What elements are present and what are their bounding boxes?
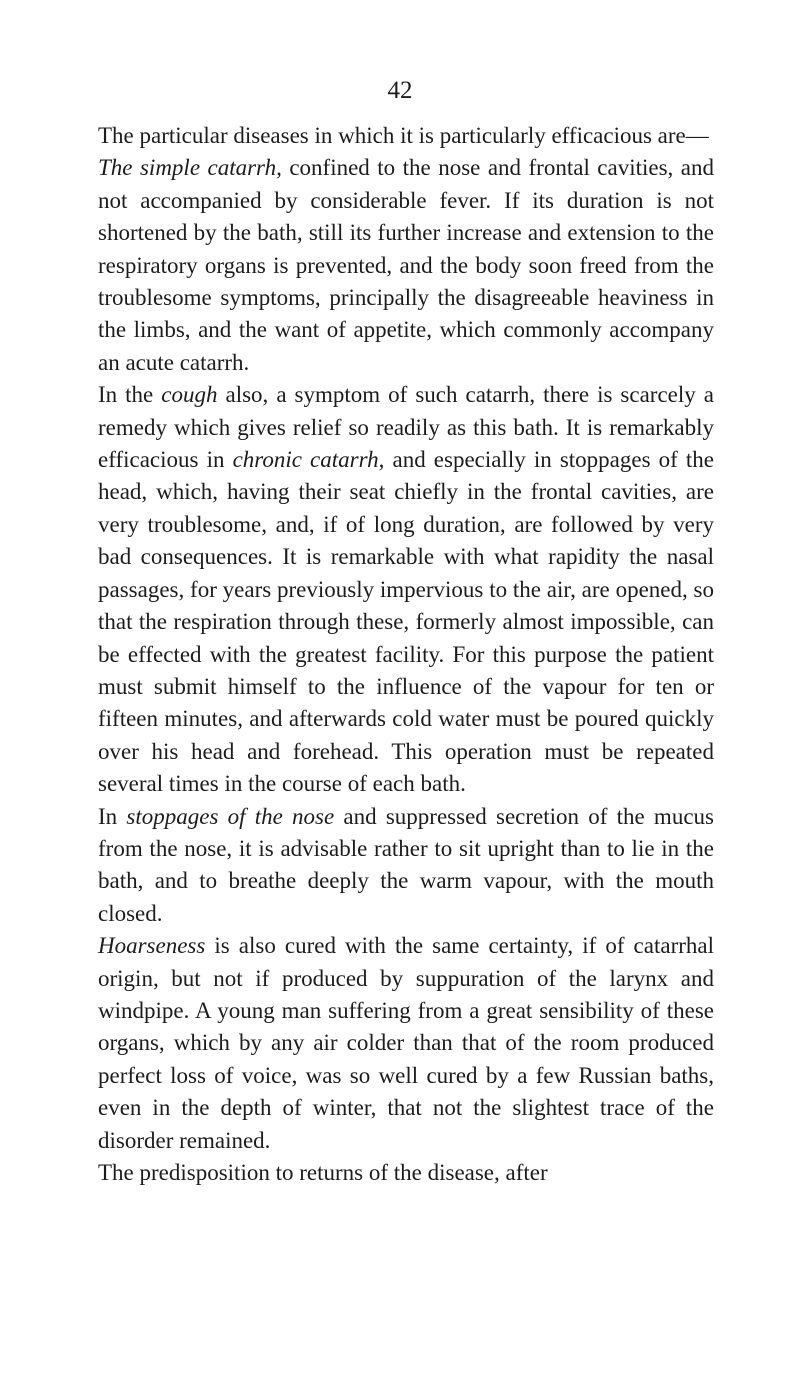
paragraph-cough: In the cough also, a symptom of such catarrh, there is scarcely a remedy which gives relief so readily as this bath. It is remarkably efficacious in chronic catarrh, and especially in stoppages of the head, which, having their seat chiefly in the frontal cavities, are very troublesome, and, if of long duration, are followed by very bad consequences. It is remarkable with what rapidity the nasal passages, for years previously impervious to the air, are opened, so that the respiration through these, formerly almost impossible, can be effected with the greatest facility. For this purpose the patient must submit himself to the influence of the vapour for ten or fifteen minutes, and afterwards cold water must be poured quickly over his head and forehead. This operation must be repeated several times in the course of each bath.	[98, 382, 714, 797]
page-number: 42	[387, 77, 413, 104]
paragraph-intro: The particular diseases in which it is particularly efficacious are—	[98, 123, 709, 148]
italic-term: cough	[161, 382, 218, 408]
italic-term: chronic catarrh,	[232, 447, 385, 473]
italic-term: The simple catarrh,	[98, 155, 282, 181]
body-text	[98, 120, 714, 1189]
paragraph-hoarseness: Hoarseness is also cured with the same certainty, if of catarrhal origin, but not if produced by suppuration of the larynx and windpipe. A young man suffering from a great sensibility of these organs, which by any air colder than that of the room produced perfect loss of voice, was so well cured by a few Russian baths, even in the depth of winter, that not the slightest trace of the disorder remained.	[98, 933, 714, 1153]
paragraph-simple-catarrh: The simple catarrh, confined to the nose and frontal cavities, and not accompanied by considerable fever. If its duration is not shortened by the bath, still its further increase and extension to the respiratory organs is prevented, and the body soon freed from the troublesome symptoms, principally the disagreeable heaviness in the limbs, and the want of appetite, which commonly accompany an acute catarrh.	[98, 155, 714, 375]
italic-term: Hoarseness	[98, 933, 206, 959]
paragraph-predisposition: The predisposition to returns of the disease, after	[98, 1160, 548, 1185]
paragraph-stoppages-nose: In stoppages of the nose and suppressed secretion of the mucus from the nose, it is advisable rather to sit upright than to lie in the bath, and to breathe deeply the warm vapour, with the mouth closed.	[98, 803, 714, 926]
italic-term: stoppages of the nose	[126, 803, 335, 829]
